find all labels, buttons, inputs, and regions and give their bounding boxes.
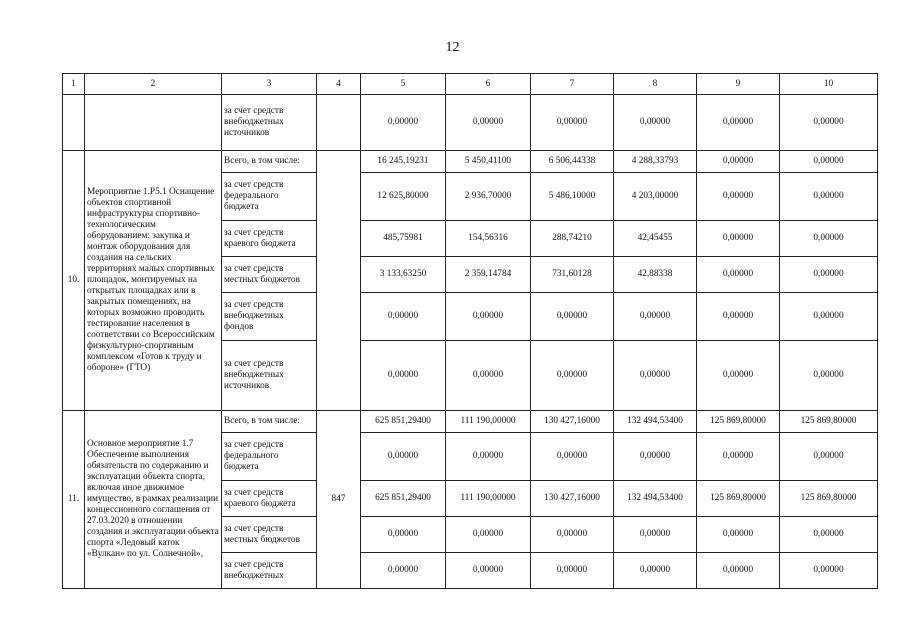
value-cell: 3 133,63250 bbox=[361, 257, 446, 293]
value-cell: 0,00000 bbox=[614, 433, 697, 481]
value-cell: 0,00000 bbox=[446, 517, 531, 553]
value-cell: 0,00000 bbox=[780, 553, 878, 589]
value-cell: 0,00000 bbox=[780, 257, 878, 293]
value-cell: 0,00000 bbox=[446, 433, 531, 481]
value-cell: 0,00000 bbox=[697, 95, 780, 151]
value-cell: 12 625,80000 bbox=[361, 173, 446, 221]
row-number: 11. bbox=[63, 411, 85, 589]
funding-source: Всего, в том числе: bbox=[222, 151, 317, 173]
column-header: 6 bbox=[446, 74, 531, 95]
table-row bbox=[63, 95, 878, 151]
column-header: 7 bbox=[531, 74, 614, 95]
budget-table bbox=[62, 73, 878, 589]
value-cell: 0,00000 bbox=[697, 341, 780, 411]
value-cell: 0,00000 bbox=[697, 293, 780, 341]
value-cell: 0,00000 bbox=[361, 433, 446, 481]
value-cell: 731,60128 bbox=[531, 257, 614, 293]
funding-source: за счет средств федерального бюджета bbox=[222, 173, 317, 221]
value-cell: 0,00000 bbox=[780, 173, 878, 221]
value-cell: 132 494,53400 bbox=[614, 411, 697, 433]
value-cell: 0,00000 bbox=[531, 433, 614, 481]
value-cell: 0,00000 bbox=[697, 517, 780, 553]
value-cell: 0,00000 bbox=[697, 257, 780, 293]
table-row bbox=[63, 151, 878, 173]
measure-description: Основное мероприятие 1.7 Обеспечение выполнения обязательств по содержанию и эксплуатации объекта спорта, включая иное движимое имущество, в рамках реализации концессионного соглашения от 27.03.2020 в отношении создания и эксплуатации объекта спорта «Ледовый каток «Вулкан» по ул. Солнечной», bbox=[85, 411, 222, 589]
value-cell: 132 494,53400 bbox=[614, 481, 697, 517]
value-cell: 111 190,00000 bbox=[446, 411, 531, 433]
value-cell: 0,00000 bbox=[697, 151, 780, 173]
value-cell: 125 869,80000 bbox=[697, 411, 780, 433]
value-cell: 5 450,41100 bbox=[446, 151, 531, 173]
value-cell: 0,00000 bbox=[531, 293, 614, 341]
value-cell: 0,00000 bbox=[697, 553, 780, 589]
value-cell: 0,00000 bbox=[361, 517, 446, 553]
value-cell: 0,00000 bbox=[614, 95, 697, 151]
table-row bbox=[63, 411, 878, 433]
value-cell: 154,56316 bbox=[446, 221, 531, 257]
funding-source: за счет средств внебюджетных источников bbox=[222, 95, 317, 151]
value-cell: 0,00000 bbox=[697, 433, 780, 481]
funding-source: за счет средств внебюджетных bbox=[222, 553, 317, 589]
row-number: 10. bbox=[63, 151, 85, 411]
value-cell: 42,45455 bbox=[614, 221, 697, 257]
value-cell: 0,00000 bbox=[614, 553, 697, 589]
value-cell: 0,00000 bbox=[780, 517, 878, 553]
column-header: 5 bbox=[361, 74, 446, 95]
funding-source: за счет средств местных бюджетов bbox=[222, 517, 317, 553]
value-cell: 0,00000 bbox=[361, 553, 446, 589]
measure-description bbox=[85, 95, 222, 151]
value-cell: 0,00000 bbox=[446, 95, 531, 151]
value-cell: 0,00000 bbox=[446, 341, 531, 411]
value-cell: 4 203,00000 bbox=[614, 173, 697, 221]
code-cell bbox=[317, 151, 361, 411]
value-cell: 625 851,29400 bbox=[361, 411, 446, 433]
column-header: 10 bbox=[780, 74, 878, 95]
measure-description: Мероприятие 1.P5.1 Оснащение объектов спортивной инфраструктуры спортивно-технологическим оборудованием: закупка и монтаж оборудования для создания на сельских территориях малых спортивных площадок, монтируемых на открытых площадках или в закрытых помещениях, на которых возможно проводить тестирование населения в соответствии со Всероссийским физкультурно-спортивным комплексом «Готов к труду и обороне» (ГТО) bbox=[85, 151, 222, 411]
value-cell: 0,00000 bbox=[614, 293, 697, 341]
value-cell: 6 506,44338 bbox=[531, 151, 614, 173]
value-cell: 485,75981 bbox=[361, 221, 446, 257]
value-cell: 0,00000 bbox=[697, 173, 780, 221]
value-cell: 125 869,80000 bbox=[780, 411, 878, 433]
value-cell: 0,00000 bbox=[531, 341, 614, 411]
value-cell: 125 869,80000 bbox=[780, 481, 878, 517]
funding-source: за счет средств внебюджетных источников bbox=[222, 341, 317, 411]
value-cell: 0,00000 bbox=[531, 517, 614, 553]
funding-source: Всего, в том числе: bbox=[222, 411, 317, 433]
value-cell: 288,74210 bbox=[531, 221, 614, 257]
column-header: 1 bbox=[63, 74, 85, 95]
funding-source: за счет средств местных бюджетов bbox=[222, 257, 317, 293]
header-row bbox=[63, 74, 878, 95]
value-cell: 0,00000 bbox=[361, 341, 446, 411]
column-header: 8 bbox=[614, 74, 697, 95]
value-cell: 4 288,33793 bbox=[614, 151, 697, 173]
funding-source: за счет средств внебюджетных фондов bbox=[222, 293, 317, 341]
value-cell: 0,00000 bbox=[780, 221, 878, 257]
code-cell: 847 bbox=[317, 411, 361, 589]
column-header: 2 bbox=[85, 74, 222, 95]
value-cell: 0,00000 bbox=[446, 553, 531, 589]
value-cell: 130 427,16000 bbox=[531, 481, 614, 517]
value-cell: 42,88338 bbox=[614, 257, 697, 293]
value-cell: 625 851,29400 bbox=[361, 481, 446, 517]
funding-source: за счет средств краевого бюджета bbox=[222, 481, 317, 517]
value-cell: 0,00000 bbox=[361, 293, 446, 341]
value-cell: 111 190,00000 bbox=[446, 481, 531, 517]
value-cell: 2 359,14784 bbox=[446, 257, 531, 293]
value-cell: 0,00000 bbox=[780, 293, 878, 341]
column-header: 3 bbox=[222, 74, 317, 95]
value-cell: 0,00000 bbox=[531, 553, 614, 589]
value-cell: 0,00000 bbox=[780, 433, 878, 481]
value-cell: 0,00000 bbox=[697, 221, 780, 257]
column-header: 4 bbox=[317, 74, 361, 95]
code-cell bbox=[317, 95, 361, 151]
value-cell: 0,00000 bbox=[614, 341, 697, 411]
page-number: 12 bbox=[445, 40, 460, 55]
value-cell: 0,00000 bbox=[361, 95, 446, 151]
value-cell: 5 486,10000 bbox=[531, 173, 614, 221]
value-cell: 0,00000 bbox=[614, 517, 697, 553]
value-cell: 0,00000 bbox=[780, 151, 878, 173]
value-cell: 0,00000 bbox=[446, 293, 531, 341]
value-cell: 0,00000 bbox=[780, 341, 878, 411]
value-cell: 16 245,19231 bbox=[361, 151, 446, 173]
value-cell: 125 869,80000 bbox=[697, 481, 780, 517]
column-header: 9 bbox=[697, 74, 780, 95]
value-cell: 2 936,70000 bbox=[446, 173, 531, 221]
value-cell: 0,00000 bbox=[780, 95, 878, 151]
funding-source: за счет средств федерального бюджета bbox=[222, 433, 317, 481]
value-cell: 130 427,16000 bbox=[531, 411, 614, 433]
funding-source: за счет средств краевого бюджета bbox=[222, 221, 317, 257]
row-number bbox=[63, 95, 85, 151]
value-cell: 0,00000 bbox=[531, 95, 614, 151]
